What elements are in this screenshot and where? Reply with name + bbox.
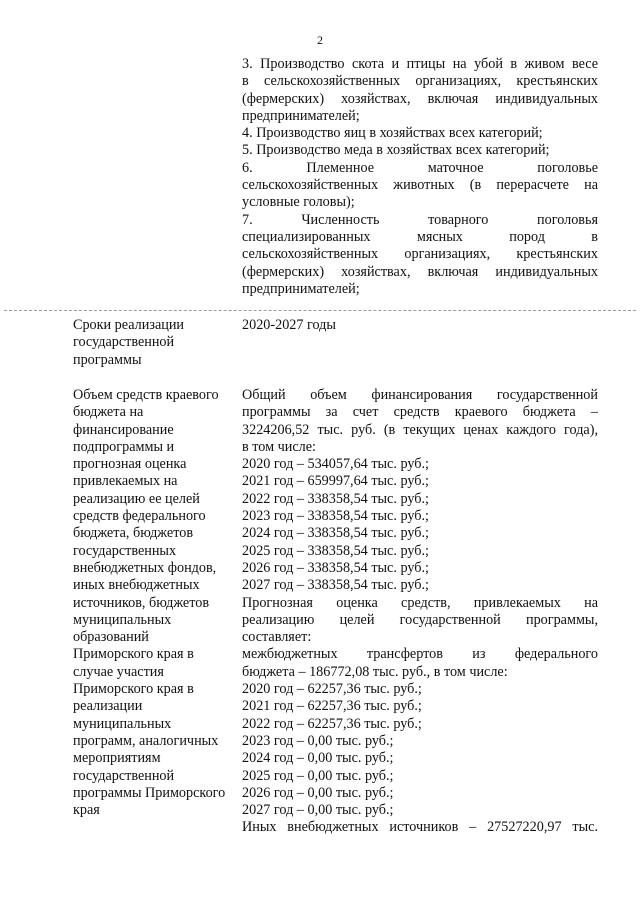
label-line: средств федерального [73,508,206,525]
document-line: межбюджетных трансфертов из федерального [242,646,598,663]
page-number: 2 [317,33,323,47]
document-line: 2025 год – 338358,54 тыс. руб.; [242,542,429,559]
document-line: 2027 год – 0,00 тыс. руб.; [242,802,394,819]
document-line: (фермерских) хозяйствах, включая индивидуальных [242,90,598,107]
label-line: Объем средств краевого [73,387,219,403]
label-line: края [73,802,100,819]
funding-value [242,387,598,837]
document-line: 2024 год – 0,00 тыс. руб.; [242,750,394,767]
label-line: программ, аналогичных [73,732,219,749]
label-line: прогнозная оценка [73,456,187,473]
document-line: Иных внебюджетных источников – 27527220,97 тыс. [242,819,598,836]
label-line: государственной [73,334,175,351]
document-line: в сельскохозяйственных организациях, крестьянских [242,73,598,90]
document-line: Прогнозная оценка средств, привлекаемых на [242,594,598,611]
document-line: 2023 год – 338358,54 тыс. руб.; [242,508,429,525]
terms-value-text: 2020-2027 годы [242,317,336,333]
funding-label [73,387,243,819]
document-line: сельскохозяйственных животных (в перерасчете на [242,177,598,194]
document-line: 2023 год – 0,00 тыс. руб.; [242,732,394,749]
label-line: программы [73,351,142,368]
document-line: 2022 год – 338358,54 тыс. руб.; [242,490,429,507]
label-line: государственной [73,767,175,784]
document-line: составляет: [242,629,312,646]
document-line: условные головы); [242,194,355,211]
document-line: программы за счет средств краевого бюджета – [242,404,598,421]
document-line: 3. Производство скота и птицы на убой в живом весе [242,56,598,72]
terms-label [73,317,243,369]
section-divider [4,310,636,311]
label-line: бюджета на [73,404,144,421]
document-line: Общий объем финансирования государственной [242,387,598,403]
label-line: мероприятиям [73,750,161,767]
document-line: 7. Численность товарного поголовья [242,211,598,228]
document-line: специализированных мясных пород в [242,228,598,245]
document-line: бюджета – 186772,08 тыс. руб., в том числе: [242,663,508,680]
label-line: внебюджетных фондов, [73,559,217,576]
label-line: привлекаемых на [73,473,178,490]
document-line: 6. Племенное маточное поголовье [242,159,598,176]
document-line: в том числе: [242,438,316,455]
label-line: образований [73,629,149,646]
label-line: случае участия [73,663,164,680]
document-line: 2021 год – 62257,36 тыс. руб.; [242,698,422,715]
label-line: подпрограммы и [73,438,175,455]
document-line: 2027 год – 338358,54 тыс. руб.; [242,577,429,594]
document-line: 3224206,52 тыс. руб. (в текущих ценах каждого года), [242,421,598,438]
document-line: 2020 год – 62257,36 тыс. руб.; [242,681,422,698]
label-line: финансирование [73,421,174,438]
document-line: предпринимателей; [242,280,360,297]
document-line: 2025 год – 0,00 тыс. руб.; [242,767,394,784]
label-line: Приморского края в [73,681,194,698]
label-line: программы Приморского [73,784,226,801]
document-line: 4. Производство яиц в хозяйствах всех категорий; [242,125,543,142]
document-line: сельскохозяйственных организациях, крестьянских [242,246,598,263]
target-indicators-list [242,56,598,298]
document-line: предпринимателей; [242,107,360,124]
document-line: 2024 год – 338358,54 тыс. руб.; [242,525,429,542]
label-line: муниципальных [73,611,172,628]
document-line: 2026 год – 0,00 тыс. руб.; [242,784,394,801]
label-line: реализации [73,698,143,715]
label-line: источников, бюджетов [73,594,210,611]
label-line: реализацию ее целей [73,490,200,507]
document-line: 5. Производство меда в хозяйствах всех категорий; [242,142,550,159]
document-line: (фермерских) хозяйствах, включая индивидуальных [242,263,598,280]
document-line: 2021 год – 659997,64 тыс. руб.; [242,473,429,490]
label-line: бюджета, бюджетов [73,525,194,542]
document-line: 2022 год – 62257,36 тыс. руб.; [242,715,422,732]
document-line: 2026 год – 338358,54 тыс. руб.; [242,559,429,576]
label-line: государственных [73,542,177,559]
label-line: Сроки реализации [73,317,185,333]
document-line: 2020 год – 534057,64 тыс. руб.; [242,456,429,473]
document-line: реализацию целей государственной программы, [242,611,598,628]
label-line: иных внебюджетных [73,577,200,594]
terms-value [242,317,598,334]
label-line: муниципальных [73,715,172,732]
label-line: Приморского края в [73,646,194,663]
